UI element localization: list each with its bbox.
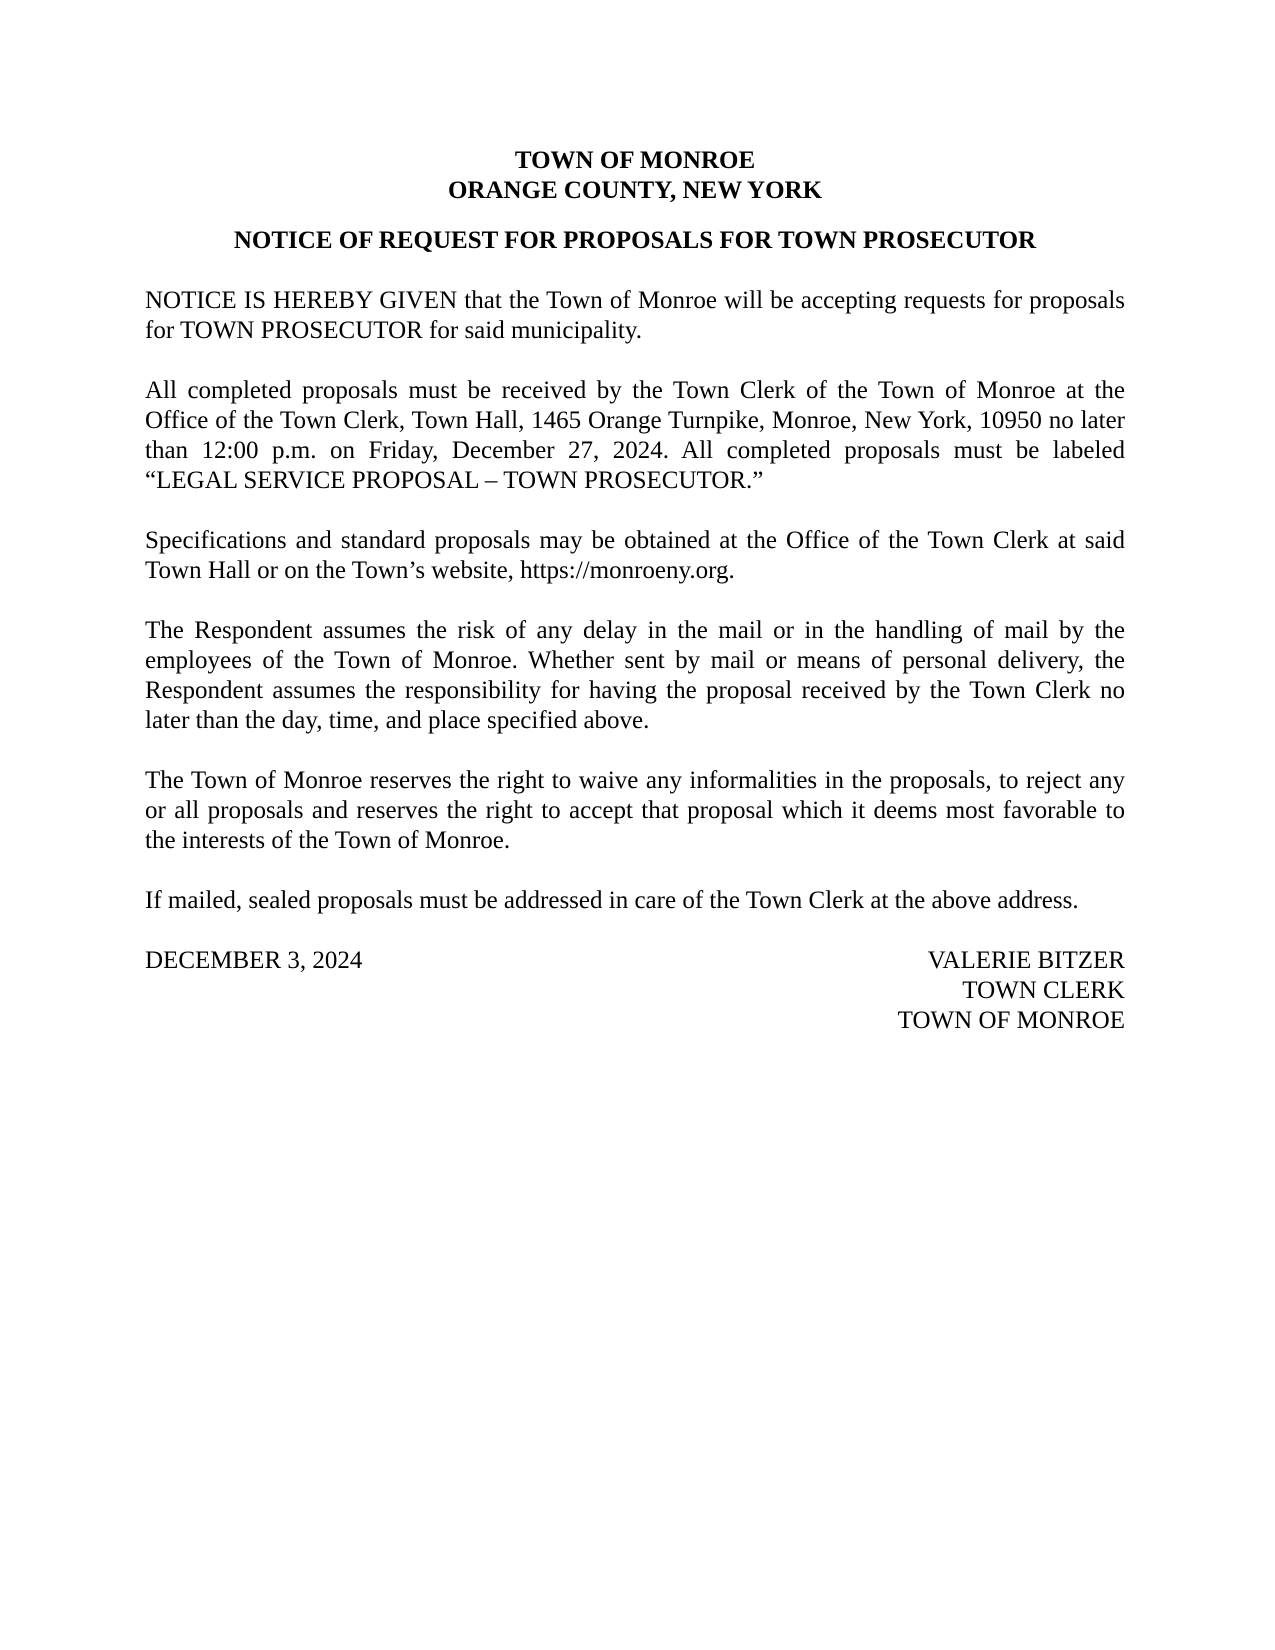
header-county-state: ORANGE COUNTY, NEW YORK <box>447 177 823 204</box>
paragraph-respondent-risk: The Respondent assumes the risk of any delay in the mail or in the handling of mail by the employees of the Town of Monroe. Whether sent by mail or means of personal delivery, the Respondent assumes the responsibility for having the proposal received by the Town Clerk no later than the day, time, and place specified above. <box>145 617 1125 734</box>
paragraph-submission-deadline: All completed proposals must be received by the Town Clerk of the Town of Monroe at the Office of the Town Clerk, Town Hall, 1465 Orange Turnpike, Monroe, New York, 10950 no later than 12:00 p.m. on Friday, December 27, 2024. All completed proposals must be labeled “LEGAL SERVICE PROPOSAL – TOWN PROSECUTOR.” <box>145 377 1125 494</box>
signatory-name: VALERIE BITZER <box>927 947 1125 974</box>
signatory-organization: TOWN OF MONROE <box>897 1007 1125 1034</box>
paragraph-mailing-instructions: If mailed, sealed proposals must be addressed in care of the Town Clerk at the above address. <box>145 887 1079 914</box>
paragraph-notice-given: NOTICE IS HEREBY GIVEN that the Town of Monroe will be accepting requests for proposals for TOWN PROSECUTOR for said municipality. <box>145 287 1125 344</box>
document-header <box>145 146 1125 206</box>
notice-date: DECEMBER 3, 2024 <box>145 947 363 974</box>
signature-block <box>898 946 1125 1036</box>
paragraph-reserved-rights: The Town of Monroe reserves the right to waive any informalities in the proposals, to reject any or all proposals and reserves the right to accept that proposal which it deems most favorable to the interests of the Town of Monroe. <box>145 767 1125 854</box>
document-footer <box>145 946 1125 1036</box>
paragraph-specifications: Specifications and standard proposals may be obtained at the Office of the Town Clerk at said Town Hall or on the Town’s website, https://monroeny.org. <box>145 527 1125 584</box>
header-town-name: TOWN OF MONROE <box>514 147 756 174</box>
signatory-title: TOWN CLERK <box>962 977 1125 1004</box>
notice-title: NOTICE OF REQUEST FOR PROPOSALS FOR TOWN PROSECUTOR <box>233 227 1037 254</box>
